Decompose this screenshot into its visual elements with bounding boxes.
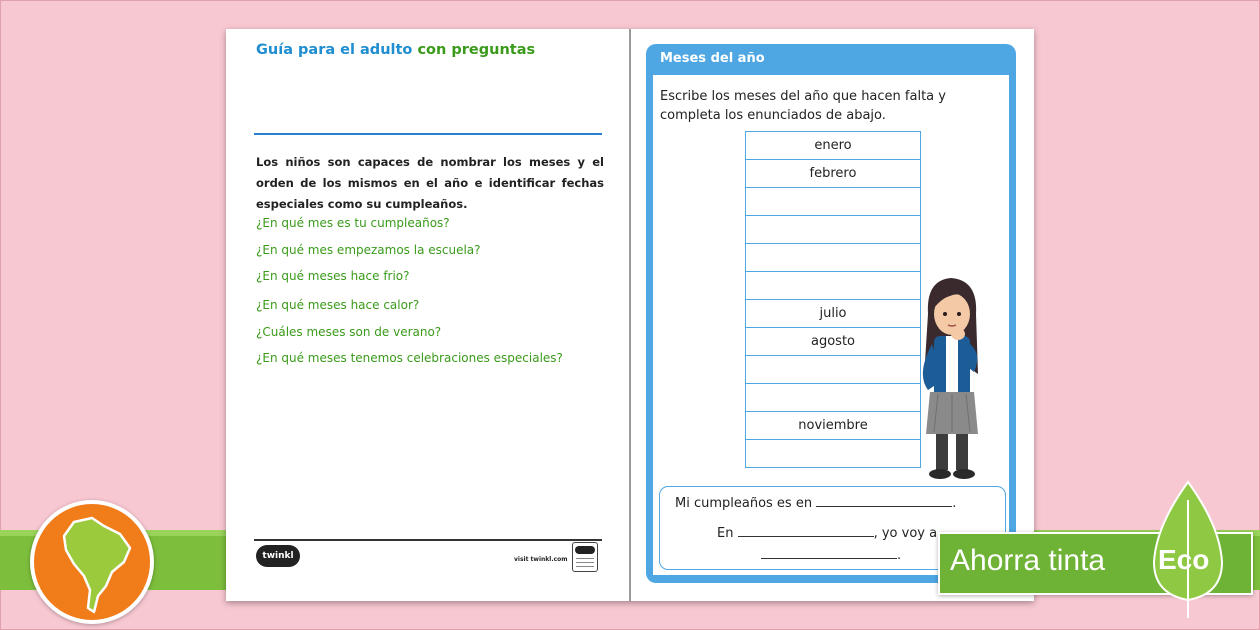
sentence-2 <box>717 524 937 541</box>
month-cell-6 <box>745 272 921 300</box>
month-cell-8: agosto <box>745 328 921 356</box>
question-3: ¿En qué meses hace frio? <box>256 269 410 283</box>
south-america-badge <box>30 500 154 624</box>
sentence-1-end: . <box>952 496 957 511</box>
quality-badge-icon <box>572 542 598 572</box>
month-cell-3 <box>745 188 921 216</box>
eco-label: Ahorra tinta <box>950 544 1106 577</box>
question-4: ¿En qué meses hace calor? <box>256 298 420 312</box>
blank-line <box>761 546 897 559</box>
month-cell-4 <box>745 216 921 244</box>
guide-title-part1: Guía para el adulto <box>256 42 413 58</box>
month-cell-7: julio <box>745 300 921 328</box>
month-cell-9 <box>745 356 921 384</box>
month-cell-12 <box>745 440 921 468</box>
eco-word: Eco <box>1158 544 1210 575</box>
title-divider <box>254 133 602 135</box>
months-table <box>745 131 921 468</box>
guide-title-part2: con preguntas <box>417 42 536 58</box>
worksheet-preview <box>226 29 1034 601</box>
guide-intro: Los niños son capaces de nombrar los meses y el orden de los mismos en el año e identificar fechas especiales como su cumpleaños. <box>256 155 604 211</box>
question-6: ¿En qué meses tenemos celebraciones especiales? <box>256 351 563 365</box>
month-cell-1: enero <box>745 132 921 160</box>
sentence-2-continued <box>761 546 901 563</box>
sentence-2-start: En <box>717 526 734 541</box>
page-fold <box>629 29 631 601</box>
sentence-2-end: . <box>897 548 902 563</box>
guide-title <box>256 42 535 58</box>
question-5: ¿Cuáles meses son de verano? <box>256 325 442 339</box>
sentence-1-start: Mi cumpleaños es en <box>675 496 813 511</box>
month-cell-5 <box>745 244 921 272</box>
sentence-1 <box>675 494 956 511</box>
month-cell-11: noviembre <box>745 412 921 440</box>
question-2: ¿En qué mes empezamos la escuela? <box>256 243 481 257</box>
sentence-2-middle: , yo voy a <box>873 526 938 541</box>
month-cell-10 <box>745 384 921 412</box>
panel-title: Meses del año <box>660 51 765 66</box>
visit-text: visit twinkl.com <box>514 556 568 563</box>
footer-divider <box>254 539 602 541</box>
girl-thinking-illustration <box>906 274 996 484</box>
instructions: Escribe los meses del año que hacen falta y completa los enunciados de abajo. <box>660 89 946 123</box>
blank-line <box>738 524 874 537</box>
blank-line <box>816 494 952 507</box>
twinkl-logo: twinkl <box>256 545 300 567</box>
question-1: ¿En qué mes es tu cumpleaños? <box>256 216 450 230</box>
month-cell-2: febrero <box>745 160 921 188</box>
south-america-map-icon <box>34 504 150 620</box>
